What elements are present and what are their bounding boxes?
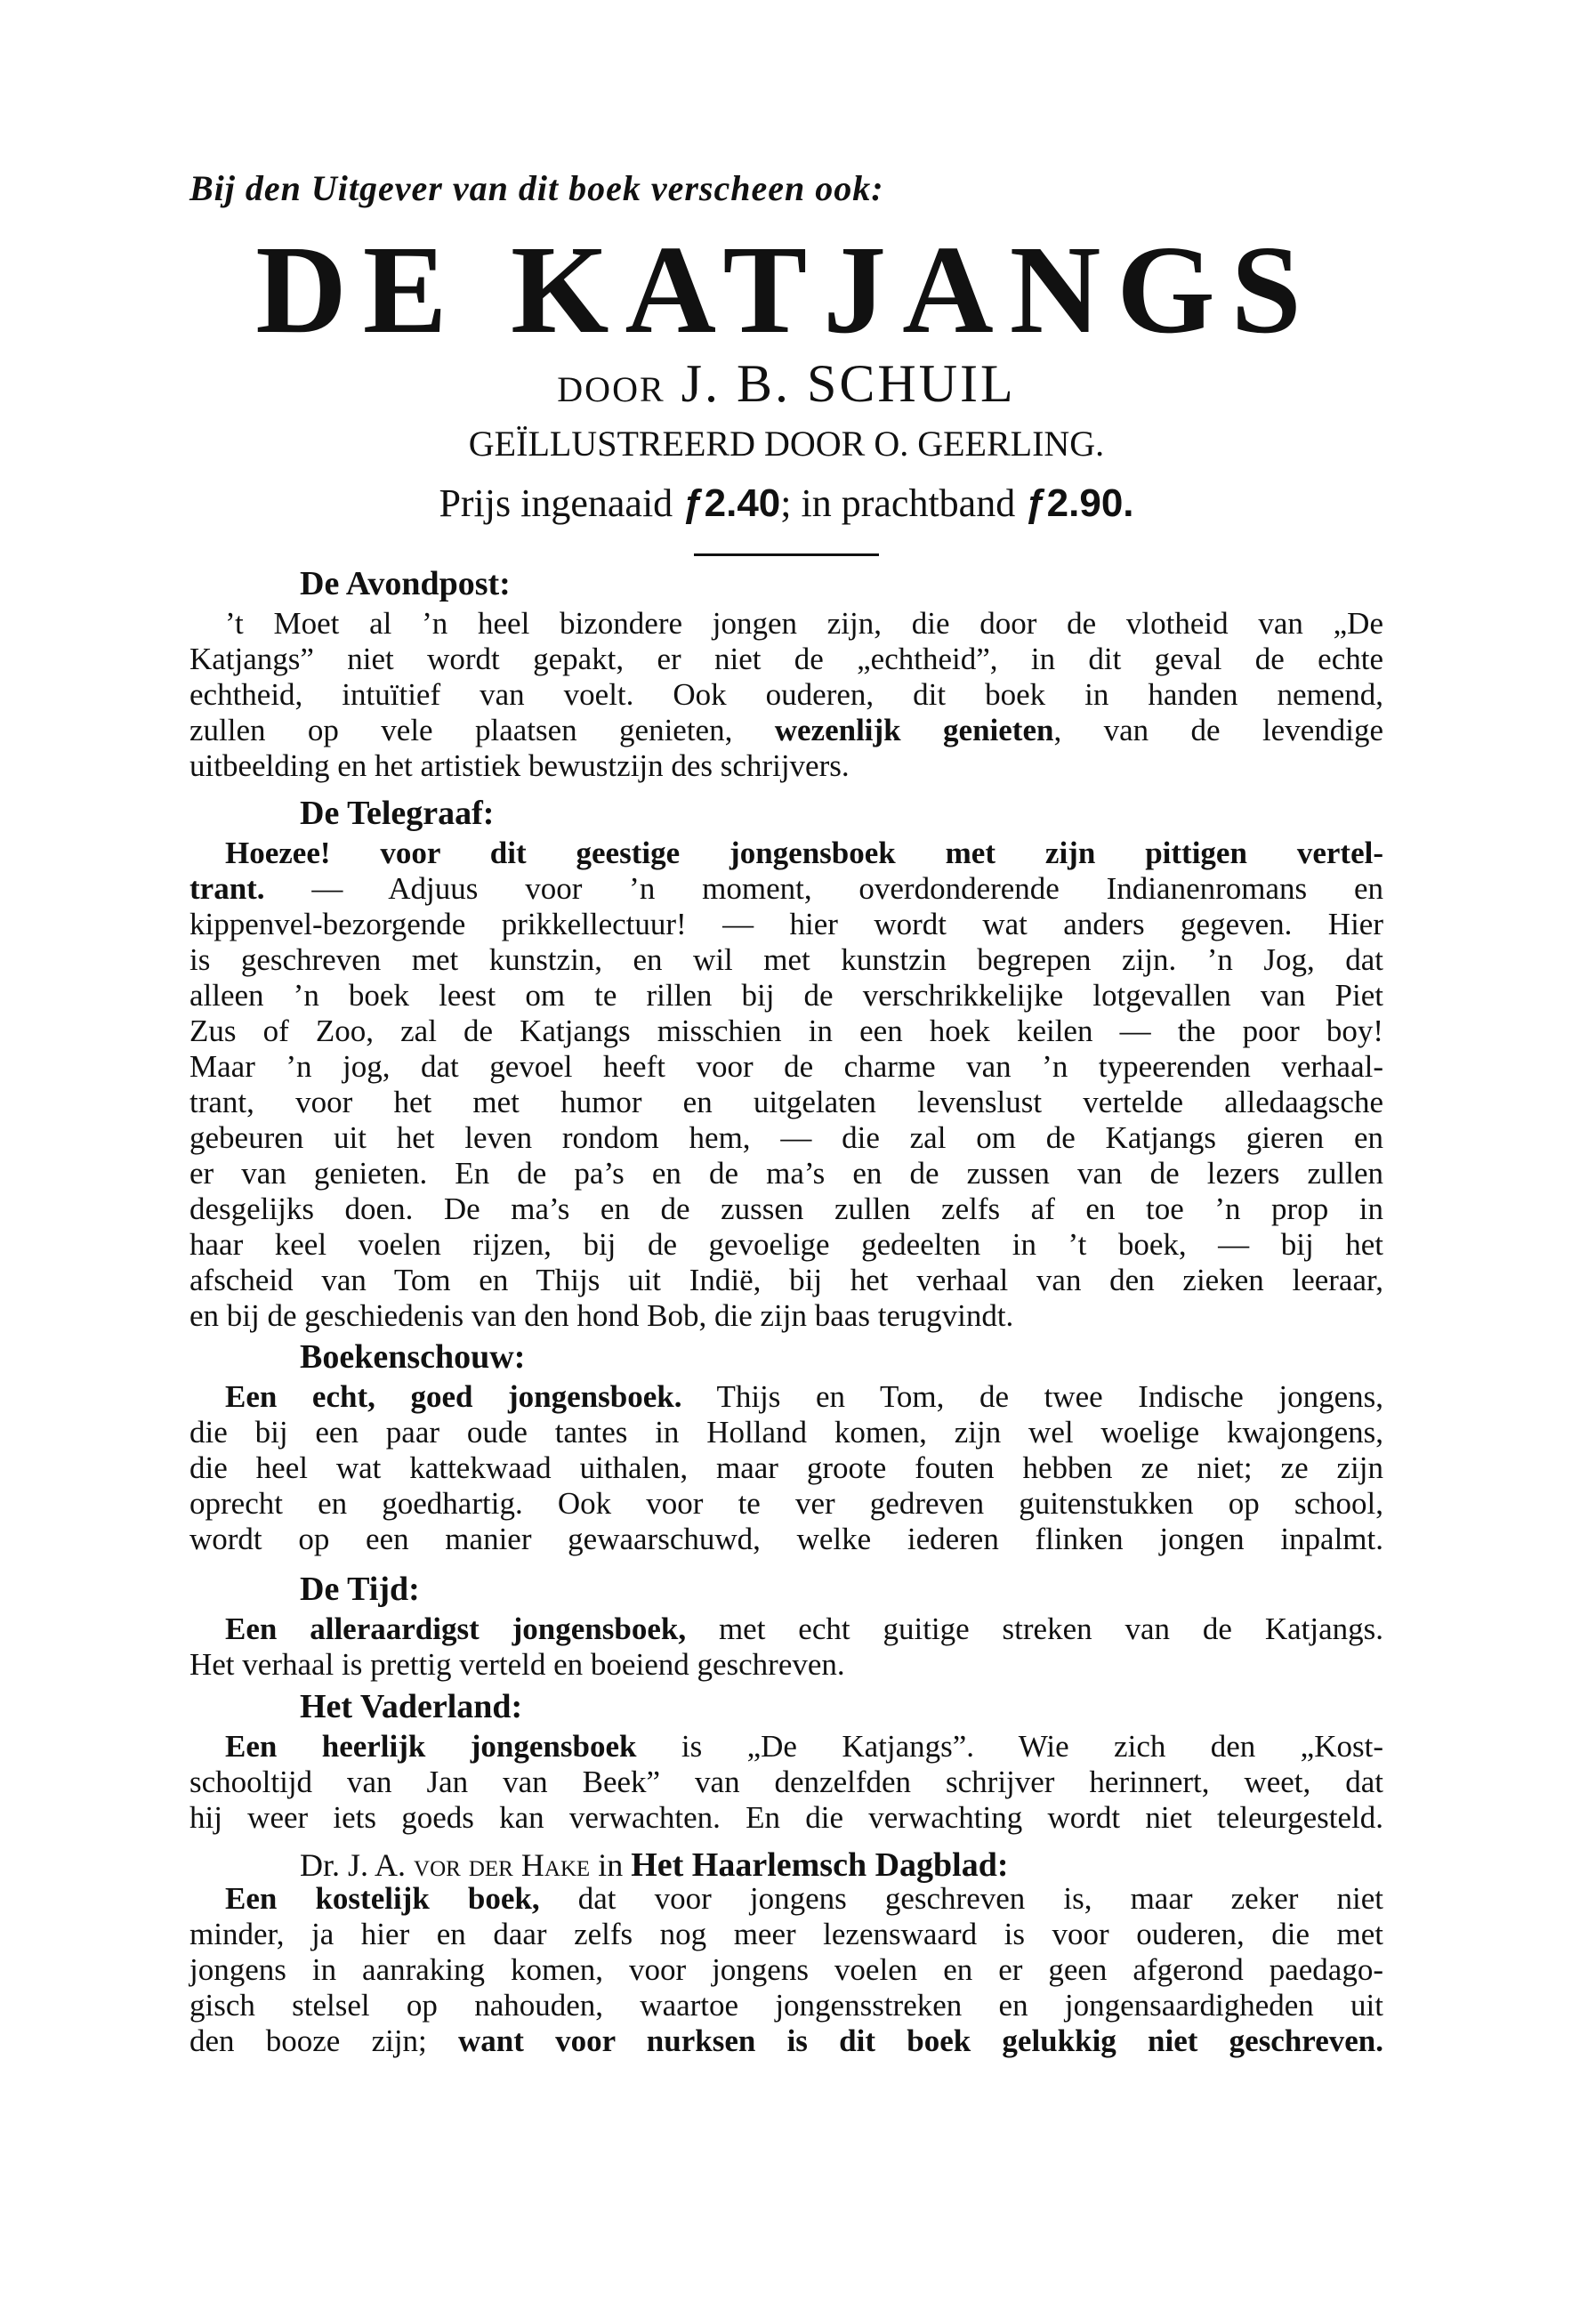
source-mid: in <box>590 1847 632 1883</box>
text-segment: den booze zijn; <box>189 2023 459 2058</box>
review-text-line <box>189 1450 1383 1486</box>
review-text-line <box>189 1486 1383 1522</box>
text-segment: Thijs en Tom, de twee Indische jongens, <box>681 1379 1383 1414</box>
review-source: Boekenschouw: <box>300 1338 526 1376</box>
source-paper: Het Haarlemsch Dagblad: <box>631 1846 1009 1884</box>
emphasized-text: Hoezee! voor dit geestige jongensboek met zijn pittigen vertel- <box>225 836 1383 870</box>
review-text-line <box>189 1085 1383 1120</box>
review-text-line <box>189 1522 1383 1557</box>
emphasized-text: want voor nurksen is dit boek gelukkig niet geschreven. <box>458 2023 1383 2058</box>
review-text-line <box>189 1191 1383 1227</box>
text-segment: haar keel voelen rijzen, bij de gevoelige gedeelten in ’t boek, — bij het <box>189 1227 1383 1262</box>
review-text-line <box>189 1988 1383 2023</box>
text-segment: — Adjuus voor ’n moment, overdonderende Indianenromans en <box>264 871 1383 906</box>
illustrated-label: GEÏLLUSTREERD DOOR <box>468 424 866 464</box>
author-name: J. B. SCHUIL <box>681 354 1016 413</box>
review-text-line <box>189 748 1383 784</box>
review-text-line <box>189 1647 1383 1683</box>
review-text-line <box>189 1917 1383 1952</box>
review-section <box>189 1847 1383 2059</box>
text-segment: oprecht en goedhartig. Ook voor te ver gedreven guitenstukken op school, <box>189 1486 1383 1521</box>
text-segment: gebeuren uit het leven rondom hem, — die zal om de Katjangs gieren en <box>189 1120 1383 1155</box>
text-segment: Katjangs” niet wordt gepakt, er niet de „echtheid”, in dit geval de echte <box>189 642 1383 676</box>
text-segment: Het verhaal is prettig verteld en boeiend geschreven. <box>189 1647 845 1682</box>
price-paperback: ƒ2.40 <box>682 481 781 525</box>
review-text-line <box>189 1729 1383 1765</box>
review-text-line <box>189 942 1383 978</box>
text-segment: Zus of Zoo, zal de Katjangs misschien in een hoek keilen — the poor boy! <box>189 1014 1383 1048</box>
review-text-line <box>189 1800 1383 1836</box>
review-source: De Avondpost: <box>300 565 511 602</box>
source-pre: Dr. J. A. <box>300 1847 415 1883</box>
text-segment: met echt guitige streken van de Katjangs. <box>686 1611 1383 1646</box>
publisher-intro: Bij den Uitgever van dit boek verscheen ook: <box>189 168 884 208</box>
review-text-line <box>189 1120 1383 1156</box>
divider-rule <box>694 553 879 556</box>
emphasized-text: Een heerlijk jongensboek <box>225 1729 637 1764</box>
review-text-line <box>189 1379 1383 1415</box>
text-segment: kippenvel-bezorgende prikkellectuur! — hier wordt wat anders gegeven. Hier <box>189 907 1383 941</box>
text-segment: die heel wat kattekwaad uithalen, maar groote fouten hebben ze niet; ze zijn <box>189 1450 1383 1485</box>
review-source: Het Vaderland: <box>300 1688 523 1725</box>
text-segment: is geschreven met kunstzin, en wil met kunstzin begrepen zijn. ’n Jog, dat <box>189 942 1383 977</box>
review-text-line <box>189 871 1383 907</box>
source-name: vor der Hake <box>414 1847 591 1883</box>
text-segment: wordt op een manier gewaarschuwd, welke iederen flinken jongen inpalmt. <box>189 1522 1383 1556</box>
text-segment: Maar ’n jog, dat gevoel heeft voor de charme van ’n typeerenden verhaal- <box>189 1049 1383 1084</box>
price-bound: ƒ2.90. <box>1025 481 1134 525</box>
text-segment: , van de levendige <box>1053 713 1383 747</box>
price-mid: ; in prachtband <box>780 481 1026 525</box>
review-section <box>189 1689 1383 1836</box>
emphasized-text: wezenlijk genieten <box>774 713 1054 747</box>
emphasized-text: Een kostelijk boek, <box>225 1881 540 1916</box>
review-text-line <box>189 1014 1383 1049</box>
review-source <box>300 1846 1383 1884</box>
text-segment: en bij de geschiedenis van den hond Bob, die zijn baas terugvindt. <box>189 1298 1014 1333</box>
price-prefix: Prijs ingenaaid <box>439 481 683 525</box>
price-line <box>189 481 1383 527</box>
review-text-line <box>189 907 1383 942</box>
review-text-line <box>189 1881 1383 1917</box>
review-text-line <box>189 2023 1383 2059</box>
review-text-line <box>189 978 1383 1014</box>
text-segment: er van genieten. En de pa’s en de ma’s en de zussen van de lezers zullen <box>189 1156 1383 1191</box>
review-text-line <box>189 1952 1383 1988</box>
text-segment: afscheid van Tom en Thijs uit Indië, bij het verhaal van den zieken leeraar, <box>189 1263 1383 1297</box>
text-segment: die bij een paar oude tantes in Holland komen, zijn wel woelige kwajongens, <box>189 1415 1383 1450</box>
review-section <box>189 1339 1383 1557</box>
text-segment: dat voor jongens geschreven is, maar zeker niet <box>539 1881 1383 1916</box>
review-source: De Telegraaf: <box>300 795 495 832</box>
review-text-line <box>189 1298 1383 1334</box>
text-segment: minder, ja hier en daar zelfs nog meer lezenswaard is voor ouderen, die met <box>189 1917 1383 1951</box>
review-section <box>189 566 1383 784</box>
by-label: DOOR <box>557 369 665 409</box>
text-segment: echtheid, intuïtief van voelt. Ook ouderen, dit boek in handen nemend, <box>189 677 1383 712</box>
review-text-line <box>189 713 1383 748</box>
emphasized-text: Een alleraardigst jongensboek, <box>225 1611 687 1646</box>
emphasized-text: Een echt, goed jongensboek. <box>225 1379 682 1414</box>
review-source: De Tijd: <box>300 1571 420 1608</box>
review-section <box>189 796 1383 1334</box>
review-text-line <box>189 1611 1383 1647</box>
review-section <box>189 1571 1383 1683</box>
review-text-line <box>189 1156 1383 1191</box>
text-segment: gisch stelsel op nahouden, waartoe jongensstreken en jongensaardigheden uit <box>189 1988 1383 2023</box>
review-text-line <box>189 1227 1383 1263</box>
text-segment: is „De Katjangs”. Wie zich den „Kost- <box>636 1729 1383 1764</box>
review-text-line <box>189 1263 1383 1298</box>
review-text-line <box>189 836 1383 871</box>
book-title: DE KATJANGS <box>255 219 1318 359</box>
illustrator-name: O. GEERLING. <box>874 424 1105 464</box>
review-text-line <box>189 677 1383 713</box>
review-text-line <box>189 1049 1383 1085</box>
text-segment: ’t Moet al ’n heel bizondere jongen zijn, die door de vlotheid van „De <box>225 606 1383 641</box>
text-segment: jongens in aanraking komen, voor jongens voelen en er geen afgerond paedago- <box>189 1952 1383 1987</box>
text-segment: trant, voor het met humor en uitgelaten levenslust vertelde alledaagsche <box>189 1085 1383 1119</box>
text-segment: uitbeelding en het artistiek bewustzijn des schrijvers. <box>189 748 850 783</box>
text-segment: alleen ’n boek leest om te rillen bij de verschrikkelijke lotgevallen van Piet <box>189 978 1383 1013</box>
review-text-line <box>189 606 1383 642</box>
author-line <box>189 354 1383 419</box>
illustrator-line <box>189 424 1383 464</box>
text-segment: zullen op vele plaatsen genieten, <box>189 713 775 747</box>
review-text-line <box>189 642 1383 677</box>
review-text-line <box>189 1415 1383 1450</box>
review-text-line <box>189 1765 1383 1800</box>
text-segment: hij weer iets goeds kan verwachten. En die verwachting wordt niet teleurgesteld. <box>189 1800 1383 1835</box>
emphasized-text: trant. <box>189 871 265 906</box>
text-segment: desgelijks doen. De ma’s en de zussen zullen zelfs af en toe ’n prop in <box>189 1191 1383 1226</box>
text-segment: schooltijd van Jan van Beek” van denzelfden schrijver herinnert, weet, dat <box>189 1765 1383 1799</box>
